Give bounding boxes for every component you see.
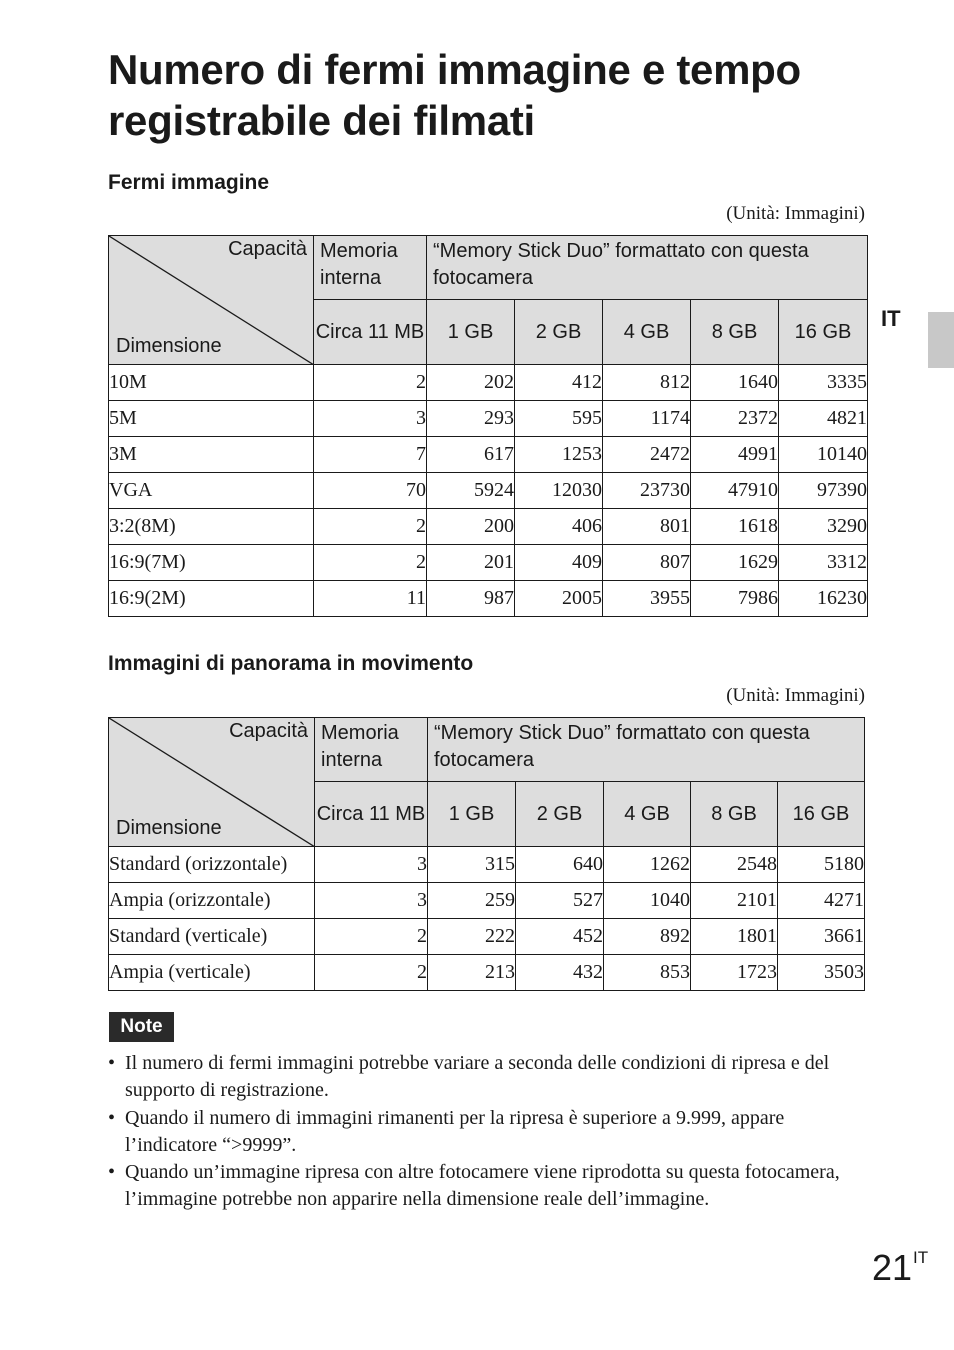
table-cell: 70 (314, 473, 427, 509)
table-cell: 1253 (515, 437, 603, 473)
table-cell: 97390 (779, 473, 868, 509)
note-item: • Quando il numero di immagini rimanenti per la ripresa è superiore a 9.999, appare l’indicatore “>9999”. (108, 1105, 864, 1160)
note-badge: Note (109, 1012, 174, 1042)
table-cell: 315 (428, 847, 516, 883)
table-row (109, 883, 865, 919)
section-title-panorama: Immagini di panorama in movimento (108, 652, 474, 675)
side-tab-marker (928, 312, 954, 368)
section-title-still-images: Fermi immagine (108, 171, 270, 194)
header-memory-stick: “Memory Stick Duo” formattato con questa fotocamera (428, 718, 865, 782)
table-row (109, 545, 868, 581)
notes-list (108, 1050, 864, 1214)
table-cell: 807 (603, 545, 691, 581)
table-cell: 1262 (604, 847, 691, 883)
table-cell: 3335 (779, 365, 868, 401)
table-cell: 1801 (691, 919, 778, 955)
table-cell: 2472 (603, 437, 691, 473)
header-capacity-col: Circa 11 MB (314, 300, 427, 365)
table-cell: 812 (603, 365, 691, 401)
table-cell: 47910 (691, 473, 779, 509)
header-capacity-col: 4 GB (604, 782, 691, 847)
table-cell: 527 (516, 883, 604, 919)
table-cell: 3312 (779, 545, 868, 581)
table-cell: 2 (315, 919, 428, 955)
table-cell: 853 (604, 955, 691, 991)
table-cell: 801 (603, 509, 691, 545)
row-label: 3M (109, 437, 314, 473)
table-cell: 640 (516, 847, 604, 883)
header-corner-cell (109, 236, 314, 365)
header-capacity-col: 2 GB (516, 782, 604, 847)
table-cell: 1040 (604, 883, 691, 919)
table-cell: 892 (604, 919, 691, 955)
table-cell: 617 (427, 437, 515, 473)
row-label: 10M (109, 365, 314, 401)
header-internal-memory: Memoria interna (314, 236, 427, 300)
header-capacity-col: 16 GB (778, 782, 865, 847)
table-cell: 2 (314, 509, 427, 545)
table-cell: 1723 (691, 955, 778, 991)
table-row (109, 509, 868, 545)
table-cell: 7986 (691, 581, 779, 617)
row-label: 5M (109, 401, 314, 437)
note-item: • Quando un’immagine ripresa con altre fotocamere viene riprodotta su questa fotocamera, l’immagine potrebbe non apparire nella dimensione reale dell’immagine. (108, 1159, 864, 1214)
row-label: 3:2(8M) (109, 509, 314, 545)
header-internal-memory: Memoria interna (315, 718, 428, 782)
row-label: VGA (109, 473, 314, 509)
table-cell: 987 (427, 581, 515, 617)
header-capacity-col: 16 GB (779, 300, 868, 365)
table-cell: 3 (315, 883, 428, 919)
page-title: Numero di fermi immagine e tempo registrabile dei filmati (108, 46, 801, 144)
table-cell: 7 (314, 437, 427, 473)
table-cell: 222 (428, 919, 516, 955)
row-label: Ampia (orizzontale) (109, 883, 315, 919)
table-cell: 3955 (603, 581, 691, 617)
table-cell: 201 (427, 545, 515, 581)
table-cell: 3661 (778, 919, 865, 955)
header-capacity-label: Capacità (228, 238, 307, 260)
header-capacity-col: 8 GB (691, 300, 779, 365)
table-cell: 2005 (515, 581, 603, 617)
table-cell: 2 (314, 365, 427, 401)
table-cell: 293 (427, 401, 515, 437)
table-cell: 2 (314, 545, 427, 581)
table-row (109, 437, 868, 473)
table-cell: 409 (515, 545, 603, 581)
table-cell: 3 (314, 401, 427, 437)
table-cell: 1174 (603, 401, 691, 437)
table-row (109, 581, 868, 617)
table-cell: 10140 (779, 437, 868, 473)
table-cell: 1640 (691, 365, 779, 401)
table-cell: 452 (516, 919, 604, 955)
row-label: 16:9(7M) (109, 545, 314, 581)
table-cell: 1618 (691, 509, 779, 545)
page-number (872, 1236, 928, 1290)
table-cell: 595 (515, 401, 603, 437)
table-cell: 406 (515, 509, 603, 545)
table-cell: 12030 (515, 473, 603, 509)
note-item: • Il numero di fermi immagini potrebbe variare a seconda delle condizioni di ripresa e del supporto di registrazione. (108, 1050, 864, 1105)
header-capacity-label: Capacità (229, 720, 308, 742)
table-cell: 4271 (778, 883, 865, 919)
row-label: 16:9(2M) (109, 581, 314, 617)
header-capacity-col: 4 GB (603, 300, 691, 365)
language-tab-label: IT (881, 306, 901, 331)
table-cell: 200 (427, 509, 515, 545)
table-cell: 432 (516, 955, 604, 991)
table-cell: 5180 (778, 847, 865, 883)
still-images-table (108, 235, 868, 617)
header-capacity-col: Circa 11 MB (315, 782, 428, 847)
table-row (109, 955, 865, 991)
table-row (109, 919, 865, 955)
row-label: Standard (orizzontale) (109, 847, 315, 883)
header-capacity-col: 1 GB (427, 300, 515, 365)
table-cell: 3 (315, 847, 428, 883)
header-capacity-col: 2 GB (515, 300, 603, 365)
table-cell: 23730 (603, 473, 691, 509)
table-cell: 202 (427, 365, 515, 401)
panorama-table (108, 717, 865, 991)
table-cell: 2372 (691, 401, 779, 437)
page-number-lang: IT (913, 1248, 929, 1267)
header-capacity-col: 1 GB (428, 782, 516, 847)
header-memory-stick: “Memory Stick Duo” formattato con questa fotocamera (427, 236, 868, 300)
table-cell: 11 (314, 581, 427, 617)
table-cell: 259 (428, 883, 516, 919)
row-label: Standard (verticale) (109, 919, 315, 955)
header-capacity-col: 8 GB (691, 782, 778, 847)
table-cell: 16230 (779, 581, 868, 617)
page-number-value: 21 (872, 1247, 913, 1288)
unit-note: (Unità: Immagini) (726, 685, 865, 706)
table-cell: 412 (515, 365, 603, 401)
table-cell: 5924 (427, 473, 515, 509)
unit-note: (Unità: Immagini) (726, 203, 865, 224)
table-row (109, 365, 868, 401)
header-corner-cell (109, 718, 315, 847)
table-cell: 2548 (691, 847, 778, 883)
table-cell: 4821 (779, 401, 868, 437)
header-dimension-label: Dimensione (116, 335, 222, 357)
table-row (109, 847, 865, 883)
row-label: Ampia (verticale) (109, 955, 315, 991)
table-cell: 2101 (691, 883, 778, 919)
header-dimension-label: Dimensione (116, 817, 222, 839)
table-cell: 213 (428, 955, 516, 991)
table-cell: 3290 (779, 509, 868, 545)
table-row (109, 401, 868, 437)
table-cell: 3503 (778, 955, 865, 991)
table-row (109, 473, 868, 509)
table-cell: 2 (315, 955, 428, 991)
table-cell: 4991 (691, 437, 779, 473)
table-cell: 1629 (691, 545, 779, 581)
